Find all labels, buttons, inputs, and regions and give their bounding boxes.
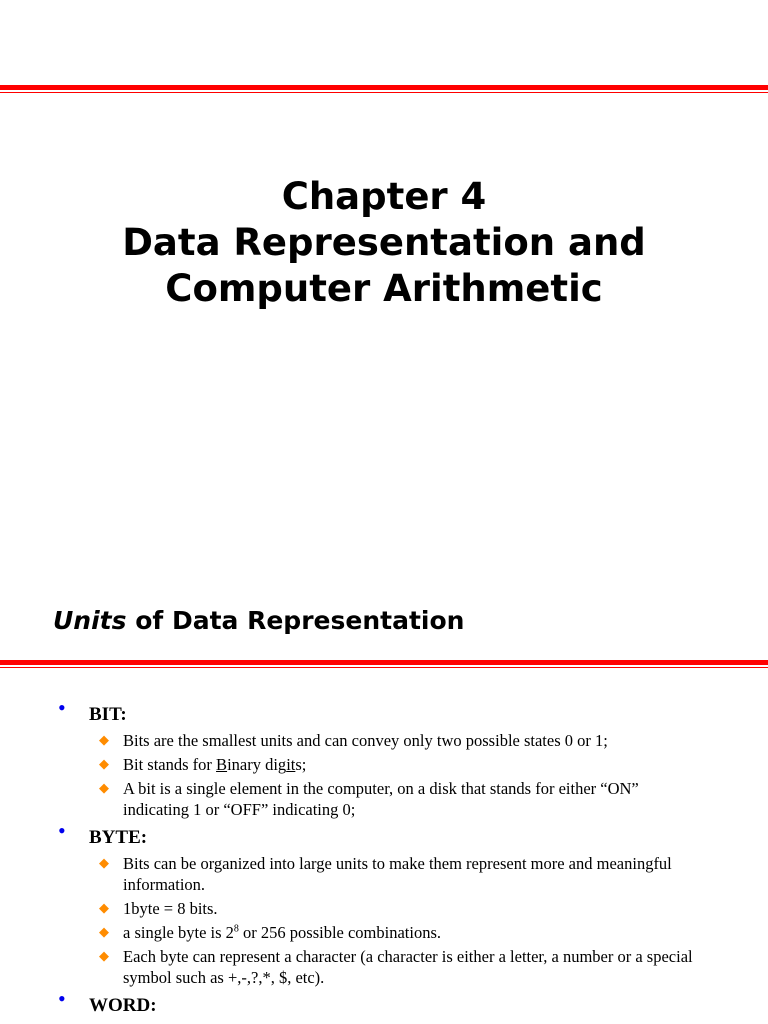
- topic-word-heading: [0, 986, 768, 1021]
- bit-item-2: [0, 754, 768, 775]
- blue-dot-bullet-icon: •: [58, 986, 66, 1011]
- topic-bit-heading: [0, 695, 768, 730]
- orange-diamond-bullet-icon: ◆: [99, 924, 109, 939]
- byte-item-3-exponent: 8: [233, 923, 239, 935]
- title-line-2: Data Representation and: [122, 221, 646, 264]
- orange-diamond-bullet-icon: ◆: [99, 900, 109, 915]
- byte-item-2: [0, 898, 768, 919]
- byte-item-1-text: Bits can be organized into large units to make them represent more and meaningful information.: [123, 854, 672, 894]
- byte-item-3-part-3: or 256 possible combinations.: [238, 923, 442, 942]
- byte-item-3-part-1: a single byte is 2: [123, 923, 234, 942]
- bit-item-3: [0, 778, 768, 820]
- orange-diamond-bullet-icon: ◆: [99, 855, 109, 870]
- title-line-chapter: Chapter 4: [281, 175, 487, 218]
- topic-bit: [0, 695, 768, 820]
- orange-diamond-bullet-icon: ◆: [99, 756, 109, 771]
- bit-item-2-part-1: Bit stands for: [123, 755, 217, 774]
- topic-byte-heading: [0, 818, 768, 853]
- blue-dot-bullet-icon: •: [58, 818, 66, 843]
- topic-bit-label: BIT:: [89, 704, 127, 725]
- byte-item-4: [0, 946, 768, 988]
- section-heading-italic: Units: [53, 606, 127, 635]
- bit-item-2-part-3: inary dig: [227, 755, 287, 774]
- bit-item-1: [0, 730, 768, 751]
- section-red-rule: [0, 660, 768, 668]
- section-heading: [53, 604, 464, 638]
- byte-item-4-text: Each byte can represent a character (a character is either a letter, a number or a special symbol such as +,-,?,*, $, etc).: [123, 947, 693, 987]
- top-red-rule: [0, 85, 768, 93]
- bullet-content: [0, 695, 768, 1021]
- bit-item-2-underlined-it: it: [286, 755, 296, 774]
- topic-word: [0, 986, 768, 1021]
- byte-item-1: [0, 853, 768, 895]
- slide-title: [0, 174, 768, 312]
- section-heading-rest: of Data Representation: [126, 606, 465, 635]
- orange-diamond-bullet-icon: ◆: [99, 948, 109, 963]
- blue-dot-bullet-icon: •: [58, 695, 66, 720]
- bit-item-2-underlined-b: B: [216, 755, 228, 774]
- topic-word-label: WORD:: [89, 995, 157, 1016]
- bit-item-1-text: Bits are the smallest units and can convey only two possible states 0 or 1;: [123, 731, 608, 750]
- bit-item-2-part-5: s;: [295, 755, 307, 774]
- title-line-3: Computer Arithmetic: [165, 267, 603, 310]
- byte-item-3: [0, 922, 768, 943]
- orange-diamond-bullet-icon: ◆: [99, 732, 109, 747]
- topic-byte: [0, 818, 768, 988]
- topic-byte-label: BYTE:: [89, 827, 148, 848]
- byte-item-2-text: 1byte = 8 bits.: [123, 899, 218, 918]
- orange-diamond-bullet-icon: ◆: [99, 780, 109, 795]
- bit-item-3-text: A bit is a single element in the computer, on a disk that stands for either “ON” indicating 1 or “OFF” indicating 0;: [123, 779, 639, 819]
